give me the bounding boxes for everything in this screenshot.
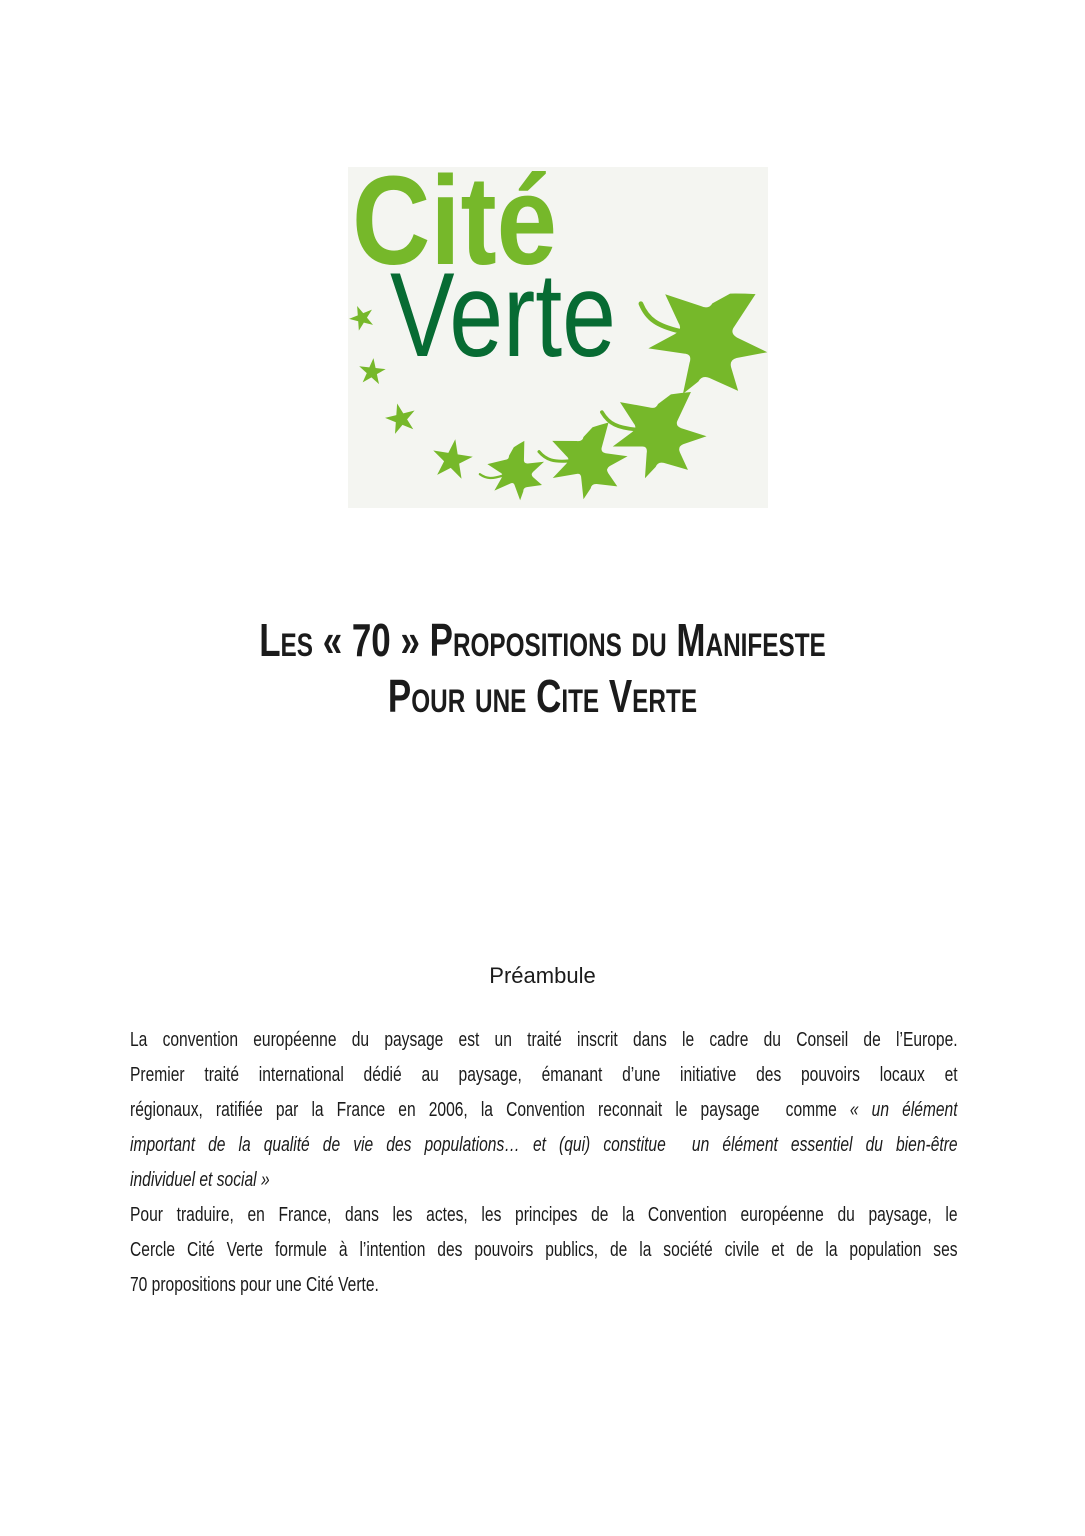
document-title-line1: Les « 70 » Propositions du Manifeste (259, 614, 826, 666)
text-line (130, 1163, 958, 1198)
text-segment: Cercle Cité Verte formule à l’intention des pouvoirs publics, de la société civile et de la population ses (130, 1239, 958, 1261)
text-segment: régionaux, ratifiée par la France en 2006, la Convention reconnait le paysage comme (130, 1099, 850, 1121)
text-segment-italic: individuel et social » (130, 1169, 270, 1191)
text-line (130, 1233, 958, 1268)
text-line (130, 1093, 958, 1128)
preamble-heading: Préambule (489, 963, 596, 988)
text-segment-italic: important de la qualité de vie des populations… et (qui) constitue un élément essentiel du bien-être (130, 1134, 958, 1156)
text-segment-italic: « un élément (849, 1099, 958, 1121)
cite-verte-logo (348, 167, 768, 508)
logo-word-cite: Cité (352, 167, 557, 291)
text-segment: 70 propositions pour une Cité Verte. (130, 1274, 379, 1296)
text-segment: Premier traité international dédié au paysage, émanant d’une initiative des pouvoirs locaux et (130, 1064, 958, 1086)
text-segment: La convention européenne du paysage est un traité inscrit dans le cadre du Conseil de l’Europe. (130, 1029, 958, 1051)
text-line (130, 1268, 958, 1303)
cite-verte-logo-svg (348, 167, 768, 508)
preamble-paragraph (130, 1023, 958, 1303)
logo-word-verte: Verte (390, 248, 616, 382)
text-line (130, 1128, 958, 1163)
text-line (130, 1058, 958, 1093)
text-line (130, 1198, 958, 1233)
text-line (130, 1023, 958, 1058)
document-title-line2: Pour une Cite Verte (387, 670, 698, 722)
text-segment: Pour traduire, en France, dans les actes, les principes de la Convention européenne du paysage, le (130, 1204, 958, 1226)
document-title (130, 612, 955, 724)
